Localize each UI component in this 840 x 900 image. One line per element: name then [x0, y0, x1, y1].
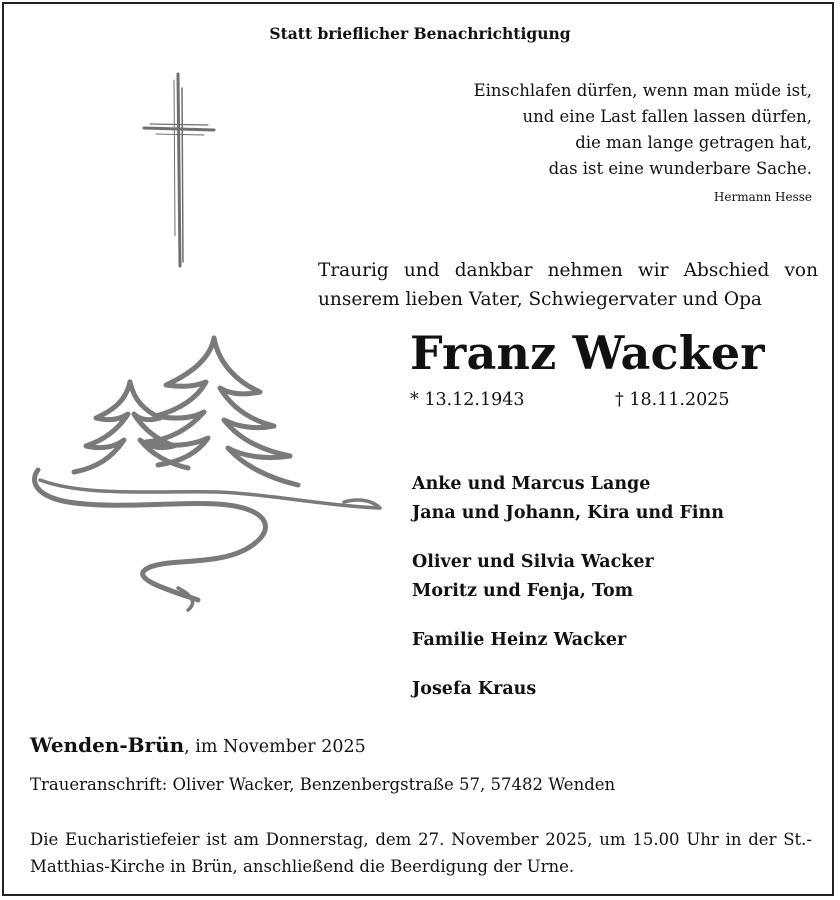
mourner-group	[412, 548, 724, 606]
poem-line: die man lange getragen hat,	[575, 133, 812, 152]
service-info: Die Eucharistiefeier ist am Donnerstag, dem 27. November 2025, um 15.00 Uhr in der St.-Matthias-Kirche in Brün, anschließend die Beerdigung der Urne.	[30, 830, 812, 876]
mourners-list	[412, 470, 724, 724]
mourner-group	[412, 675, 724, 704]
mourner-line: Familie Heinz Wacker	[412, 630, 627, 650]
mourner-group	[412, 626, 724, 655]
mourner-line: Anke und Marcus Lange	[412, 474, 651, 494]
mourner-line: Moritz und Fenja, Tom	[412, 581, 634, 601]
mourner-line: Josefa Kraus	[412, 679, 537, 699]
mourning-address: Traueranschrift: Oliver Wacker, Benzenbergstraße 57, 57482 Wenden	[30, 775, 616, 794]
mourner-group	[412, 470, 724, 528]
mourner-line: Oliver und Silvia Wacker	[412, 552, 654, 572]
trees-illustration	[28, 330, 398, 620]
cross-icon	[138, 66, 228, 276]
header-title: Statt brieflicher Benachrichtigung	[269, 24, 571, 43]
poem-line: und eine Last fallen lassen dürfen,	[522, 107, 812, 126]
poem	[474, 78, 812, 182]
poem-line: das ist eine wunderbare Sache.	[548, 159, 812, 178]
deceased-name: Franz Wacker	[410, 326, 765, 380]
poem-author: Hermann Hesse	[713, 190, 812, 204]
death-date: † 18.11.2025	[615, 390, 730, 410]
place-name: Wenden-Brün	[30, 733, 185, 757]
place-date	[30, 733, 366, 757]
date-text: , im November 2025	[184, 737, 366, 757]
mourner-line: Jana und Johann, Kira und Finn	[412, 503, 725, 523]
intro-text: Traurig und dankbar nehmen wir Abschied von unserem lieben Vater, Schwiegervater und Opa	[318, 260, 818, 310]
poem-line: Einschlafen dürfen, wenn man müde ist,	[473, 81, 812, 100]
birth-date: * 13.12.1943	[410, 390, 525, 410]
